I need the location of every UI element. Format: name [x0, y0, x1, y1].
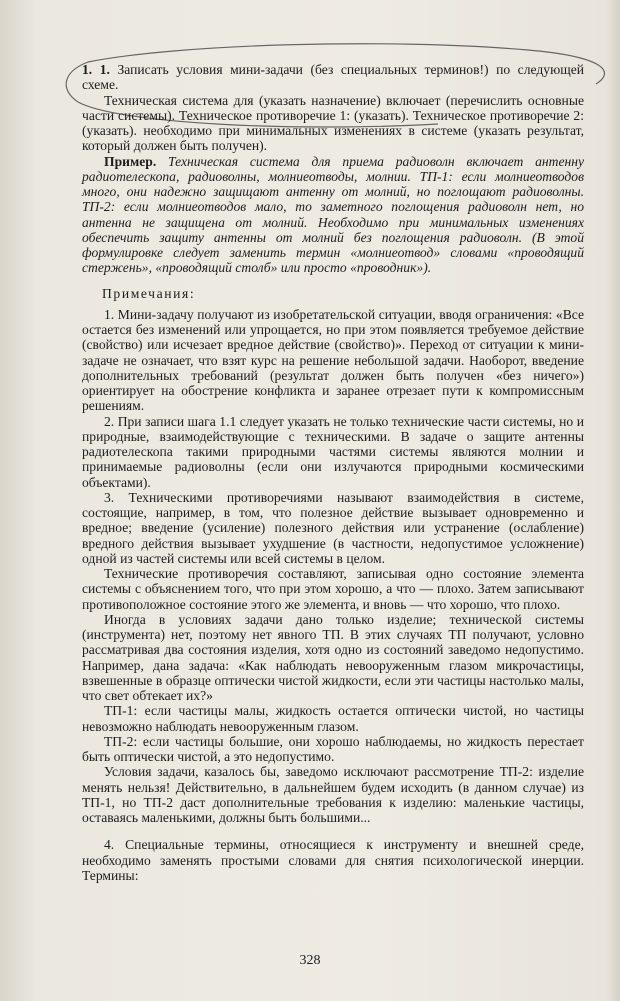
note-paragraph-1: 1. Мини-задачу получают из изобретательской ситуации, вводя ограничения: «Все остается без изменений или упрощается, но при этом появляется требуемое действие (свойство) или исчезает вредное действие (свойство)». Переход от ситуации к мини-задаче не означает, что взят курс на решение небольшой задачи. Наоборот, введение дополнительных требований (результат должен быть получен «без ничего») ориентирует на обострение конфликта и заранее отрезает пути к компромиссным решениям.: [82, 306, 584, 414]
note-paragraph-3c: Иногда в условиях задачи дано только изделие; технической системы (инструмента) нет, поэтому нет явного ТП. В этих случаях ТП получают, условно рассматривая два состояния изделия, хотя одно из состояний заведомо недопустимо. Например, дана задача: «Как наблюдать невооруженным глазом микрочастицы, взвешенные в образце оптически чистой жидкости, если эти частицы настолько малы, что свет обтекает их?»: [82, 611, 584, 703]
note-paragraph-2: 2. При записи шага 1.1 следует указать не только технические части системы, но и природные, взаимодействующие с техническими. В задаче о защите антенны радиотелескопа такими природными частями системы являются молнии и принимаемые радиоволны (если они излучаются природными космическими объектами).: [82, 413, 584, 490]
page-spine-shadow: [606, 0, 620, 1001]
scheme-paragraph: Техническая система для (указать назначение) включает (перечислить основные части системы). Техническое противоречие 1: (указать). Техническое противоречие 2: (указать). необходимо при минимальных изменениях в системе (указать результат, который должен быть получен).: [82, 92, 584, 154]
page-number: 328: [299, 953, 321, 968]
example-label: Пример.: [104, 153, 157, 169]
page-text: [82, 62, 584, 883]
note-paragraph-3b: Технические противоречия составляют, записывая одно состояние элемента системы с объяснением того, что при этом хорошо, а что — плохо. Затем записывают противоположное состояние этого же элемента, и вновь — что хорошо, что плохо.: [82, 566, 584, 612]
example-text: Техническая система для приема радиоволн включает антенну радиотелескопа, радиоволны, молниеотводы, молнии. ТП-1: если молниеотводов много, они надежно защищают антенну от молний, но поглощают радиоволны. ТП-2: если молниеотводов мало, то заметного поглощения радиоволн нет, но антенна не защищена от молний. Необходимо при минимальных изменениях обеспечить защиту антенны от молний без поглощения радиоволн. (В этой формулировке следует заменить термин «молниеотвод» словами «проводящий стержень», «проводящий столб» или просто «проводник»).: [82, 153, 584, 276]
note-paragraph-3d: Условия задачи, казалось бы, заведомо исключают рассмотрение ТП-2: изделие менять нельзя! Действительно, в дальнейшем будем исходить (в данном случае) из ТП-1, но ТП-2 даст дополнительные требования к изделию: маленькие частицы, оставаясь маленькими, должны быть большими...: [82, 764, 584, 825]
example-paragraph: [82, 154, 584, 276]
step-1-1: [82, 62, 584, 93]
step-number: 1. 1.: [82, 62, 110, 77]
note-paragraph-4: 4. Специальные термины, относящиеся к инструменту и внешней среде, необходимо заменять простыми словами для снятия психологической инерции. Термины:: [82, 837, 584, 883]
step-title: Записать условия мини-задачи (без специальных терминов!) по следующей схеме.: [82, 62, 584, 93]
note-paragraph-tp1: ТП-1: если частицы малы, жидкость остается оптически чистой, но частицы невозможно наблюдать невооруженным глазом.: [82, 703, 584, 734]
note-paragraph-3: 3. Техническими противоречиями называют взаимодействия в системе, состоящие, например, в том, что полезное действие вызывает одновременно и вредное; введение (усиление) полезного действия или устранение (ослабление) вредного действия вызывает ухудшение (в частности, недопустимое усложнение) одной из частей системы или всей системы в целом.: [82, 489, 584, 566]
note-paragraph-tp2: ТП-2: если частицы большие, они хорошо наблюдаемы, но жидкость перестает быть оптически чистой, а это недопустимо.: [82, 733, 584, 764]
notes-heading: Примечания:: [102, 285, 196, 301]
